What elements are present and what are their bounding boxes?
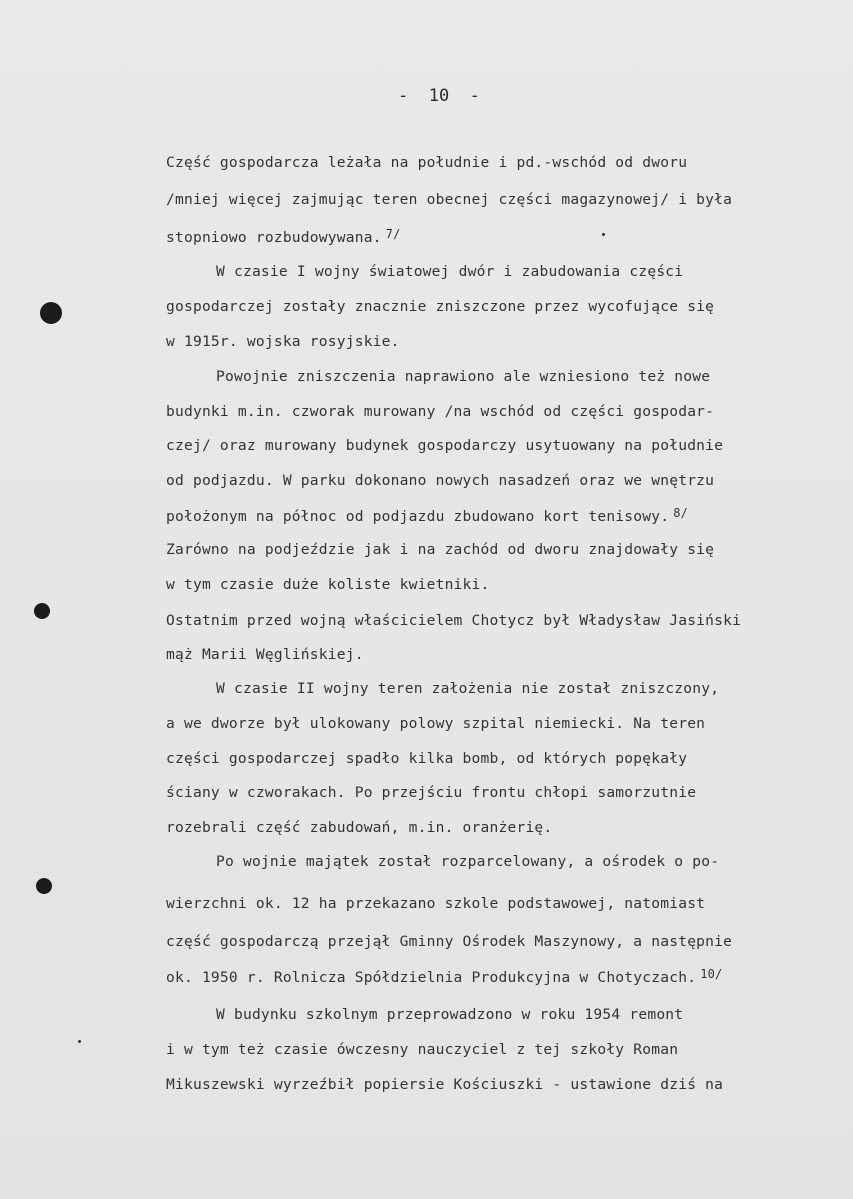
stray-mark xyxy=(78,1040,81,1043)
punch-hole-bottom xyxy=(36,878,52,894)
text-line: W czasie II wojny teren założenia nie został zniszczony, xyxy=(216,680,720,697)
text-line: części gospodarczej spadło kilka bomb, od których popękały xyxy=(166,750,688,767)
punch-hole-top xyxy=(40,302,62,324)
text-line: gospodarczej zostały znacznie zniszczone przez wycofujące się xyxy=(166,298,715,315)
text-line: w tym czasie duże koliste kwietniki. xyxy=(166,576,490,593)
punch-hole-middle xyxy=(34,603,50,619)
text-line: część gospodarczą przejął Gminny Ośrodek Maszynowy, a następnie xyxy=(166,933,733,950)
text-line: wierzchni ok. 12 ha przekazano szkole podstawowej, natomiast xyxy=(166,895,706,912)
text-line: i w tym też czasie ówczesny nauczyciel z tej szkoły Roman xyxy=(166,1041,679,1058)
text-line xyxy=(166,969,722,986)
text-line: w 1915r. wojska rosyjskie. xyxy=(166,333,400,350)
text-line: ściany w czworakach. Po przejściu frontu chłopi samorzutnie xyxy=(166,784,697,801)
text-line: budynki m.in. czworak murowany /na wschód od części gospodar- xyxy=(166,403,715,420)
text-line-content: stopniowo rozbudowywana. xyxy=(166,229,382,246)
text-line: Powojnie zniszczenia naprawiono ale wzniesiono też nowe xyxy=(216,368,711,385)
text-line: mąż Marii Węglińskiej. xyxy=(166,646,364,663)
text-line: W budynku szkolnym przeprowadzono w roku 1954 remont xyxy=(216,1006,684,1023)
text-line: rozebrali część zabudowań, m.in. oranżerię. xyxy=(166,819,553,836)
text-line-content: ok. 1950 r. Rolnicza Spółdzielnia Produkcyjna w Chotyczach. xyxy=(166,969,697,986)
text-line: Część gospodarcza leżała na południe i pd.-wschód od dworu xyxy=(166,154,688,171)
footnote-ref: 10/ xyxy=(700,967,723,981)
text-line: Zarówno na podjeździe jak i na zachód od dworu znajdowały się xyxy=(166,541,715,558)
text-line-content: położonym na północ od podjazdu zbudowano kort tenisowy. xyxy=(166,508,670,525)
stray-mark xyxy=(602,233,605,236)
footnote-ref: 8/ xyxy=(673,506,689,520)
text-line: /mniej więcej zajmując teren obecnej części magazynowej/ i była xyxy=(166,191,733,208)
text-line xyxy=(166,508,688,525)
text-line: Ostatnim przed wojną właścicielem Chotycz był Władysław Jasiński xyxy=(166,612,742,629)
text-line xyxy=(166,229,401,246)
text-line: Mikuszewski wyrzeźbił popiersie Kościuszki - ustawione dziś na xyxy=(166,1076,724,1093)
text-line: Po wojnie majątek został rozparcelowany, a ośrodek o po- xyxy=(216,853,720,870)
text-line: czej/ oraz murowany budynek gospodarczy usytuowany na południe xyxy=(166,437,724,454)
footnote-ref: 7/ xyxy=(385,227,401,241)
text-line: a we dworze był ulokowany polowy szpital niemiecki. Na teren xyxy=(166,715,706,732)
text-line: W czasie I wojny światowej dwór i zabudowania części xyxy=(216,263,684,280)
text-line: od podjazdu. W parku dokonano nowych nasadzeń oraz we wnętrzu xyxy=(166,472,715,489)
page-number: - 10 - xyxy=(398,86,480,106)
